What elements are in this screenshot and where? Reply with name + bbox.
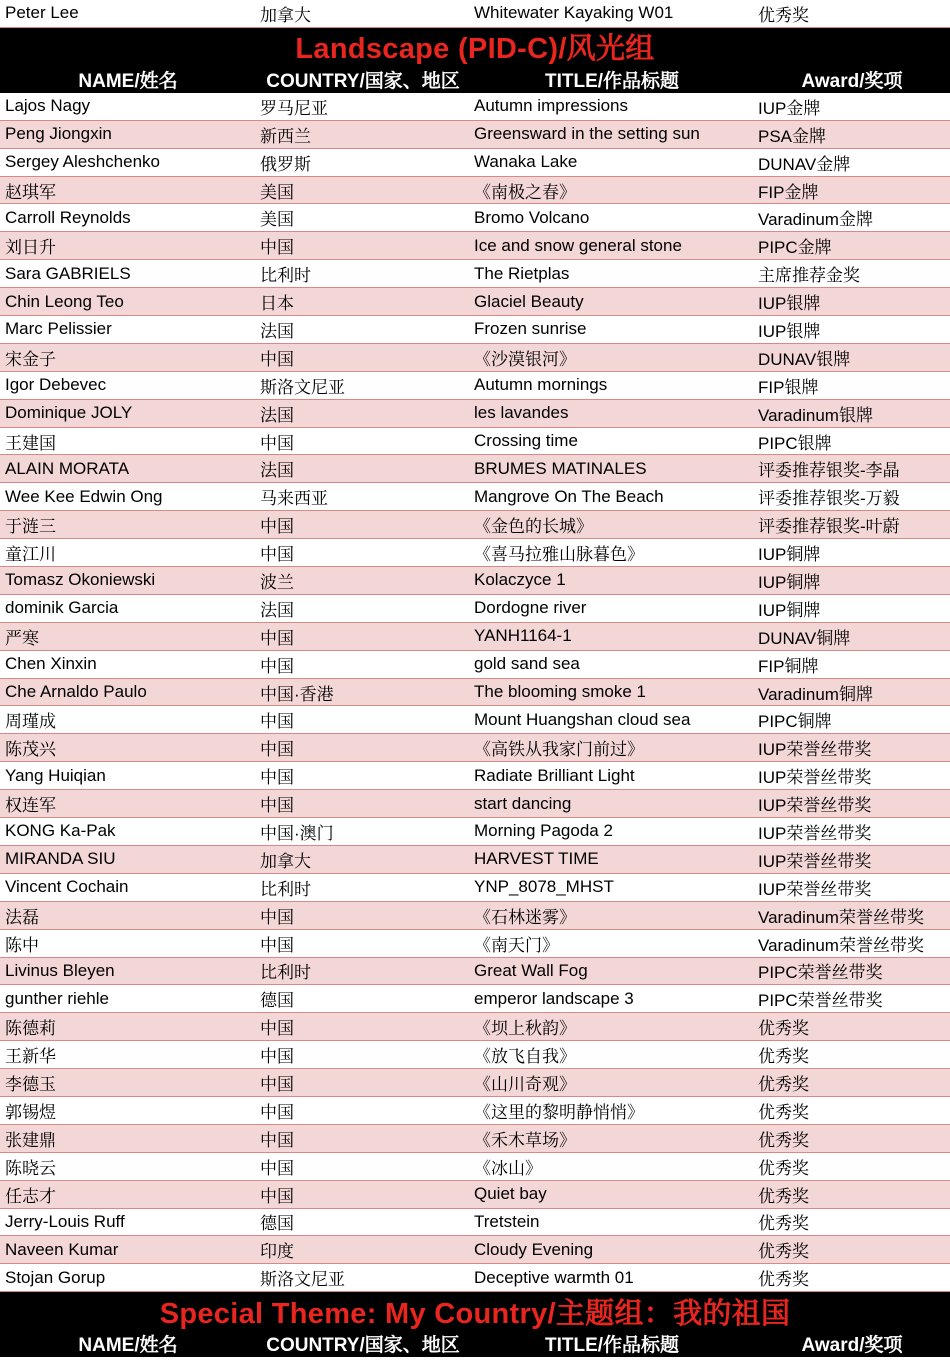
title-cell: BRUMES MATINALES xyxy=(474,458,647,478)
name-cell: 童江川 xyxy=(5,545,56,565)
name-cell: Chen Xinxin xyxy=(5,654,97,674)
name-cell: 法磊 xyxy=(5,907,39,927)
country-cell: 中国·香港 xyxy=(260,684,334,704)
header-award: Award/奖项 xyxy=(801,70,903,92)
country-cell: 德国 xyxy=(260,991,294,1011)
name-cell: gunther riehle xyxy=(5,988,109,1008)
landscape-section-title: Landscape (PID-C)/风光组 xyxy=(0,28,950,66)
country-cell: 中国 xyxy=(260,656,294,676)
country-cell: 印度 xyxy=(260,1242,294,1262)
title-cell: The Rietplas xyxy=(474,263,570,283)
name-cell: Sara GABRIELS xyxy=(5,263,131,283)
title-cell: emperor landscape 3 xyxy=(474,988,634,1008)
name-cell: Livinus Bleyen xyxy=(5,960,115,980)
name-cell: dominik Garcia xyxy=(5,598,119,618)
name-cell: 于涟三 xyxy=(5,517,56,537)
table-row xyxy=(0,734,950,762)
name-cell: MIRANDA SIU xyxy=(5,849,116,869)
table-row xyxy=(0,651,950,679)
award-cell: 优秀奖 xyxy=(758,1102,809,1122)
name-cell: Marc Pelissier xyxy=(5,319,112,339)
award-cell: IUP荣誉丝带奖 xyxy=(758,851,872,871)
table-row xyxy=(0,818,950,846)
award-cell: 主席推荐金奖 xyxy=(758,266,860,286)
title-cell: 《高铁从我家门前过》 xyxy=(474,740,644,760)
title-cell: 《喜马拉雅山脉暮色》 xyxy=(474,545,644,565)
name-cell: Peng Jiongxin xyxy=(5,124,112,144)
award-cell: IUP铜牌 xyxy=(758,572,821,592)
name-cell: 郭锡煜 xyxy=(5,1102,56,1122)
name-cell: 严寒 xyxy=(5,628,39,648)
header-award: Award/奖项 xyxy=(801,1335,903,1357)
table-row xyxy=(0,902,950,930)
award-cell: 评委推荐银奖-叶蔚 xyxy=(758,517,900,537)
title-cell: Mangrove On The Beach xyxy=(474,486,664,506)
table-row xyxy=(0,204,950,232)
country-cell: 中国 xyxy=(260,1019,294,1039)
name-cell: Tomasz Okoniewski xyxy=(5,570,156,590)
award-cell: IUP铜牌 xyxy=(758,600,821,620)
award-cell: 优秀奖 xyxy=(758,1270,809,1290)
award-cell: IUP银牌 xyxy=(758,321,821,341)
name-cell: 任志才 xyxy=(5,1186,56,1206)
award-cell: 评委推荐银奖-李晶 xyxy=(758,461,900,481)
table-row xyxy=(0,874,950,902)
table-row xyxy=(0,846,950,874)
award-cell: 优秀奖 xyxy=(758,1130,809,1150)
country-cell: 中国 xyxy=(260,712,294,732)
country-cell: 中国 xyxy=(260,1186,294,1206)
country-cell: 中国 xyxy=(260,1075,294,1094)
country-cell: 美国 xyxy=(260,210,294,230)
country-cell: 斯洛文尼亚 xyxy=(260,1270,345,1290)
award-cell: Varadinum金牌 xyxy=(758,210,873,230)
award-cell: IUP荣誉丝带奖 xyxy=(758,879,872,899)
table-row xyxy=(0,1236,950,1264)
country-cell: 中国 xyxy=(260,935,294,955)
table-row xyxy=(0,121,950,149)
award-cell: PIPC荣誉丝带奖 xyxy=(758,963,883,983)
name-cell: 宋金子 xyxy=(5,349,56,369)
name-cell: 陈茂兴 xyxy=(5,740,56,760)
country-cell: 中国 xyxy=(260,740,294,760)
award-cell: PSA金牌 xyxy=(758,126,827,146)
table-row xyxy=(0,1097,950,1125)
title-cell: Great Wall Fog xyxy=(474,960,588,980)
name-cell: 王建国 xyxy=(5,433,56,453)
country-cell: 美国 xyxy=(260,182,294,202)
award-cell: IUP荣誉丝带奖 xyxy=(758,768,872,788)
country-cell: 德国 xyxy=(260,1214,294,1234)
table-row xyxy=(0,595,950,623)
country-cell: 比利时 xyxy=(260,266,311,286)
name-cell: 刘日升 xyxy=(5,238,56,258)
award-cell: IUP银牌 xyxy=(758,294,821,314)
table-row xyxy=(0,372,950,400)
award-cell: FIP银牌 xyxy=(758,377,819,397)
table-row xyxy=(0,679,950,707)
country-cell: 法国 xyxy=(260,461,294,481)
title-cell: Greensward in the setting sun xyxy=(474,124,700,144)
title-cell: Frozen sunrise xyxy=(474,319,587,339)
name-cell: Sergey Aleshchenko xyxy=(5,152,160,172)
title-cell: 《金色的长城》 xyxy=(474,517,593,537)
country-cell: 法国 xyxy=(260,321,294,341)
table-row xyxy=(0,428,950,456)
country-cell: 日本 xyxy=(260,294,294,314)
table-row xyxy=(0,232,950,260)
award-cell: PIPC金牌 xyxy=(758,238,832,258)
country-cell: 斯洛文尼亚 xyxy=(260,377,345,397)
country-cell: 比利时 xyxy=(260,879,311,899)
country-cell: 加拿大 xyxy=(260,851,311,871)
award-cell: DUNAV银牌 xyxy=(758,349,851,369)
title-cell: Mount Huangshan cloud sea xyxy=(474,709,691,729)
table-row xyxy=(0,539,950,567)
table-row xyxy=(0,1125,950,1153)
title-cell: 《放飞自我》 xyxy=(474,1047,576,1067)
award-cell: 优秀奖 xyxy=(758,1019,809,1039)
country-cell: 罗马尼亚 xyxy=(260,98,328,118)
award-cell: Varadinum荣誉丝带奖 xyxy=(758,907,924,927)
table-row xyxy=(0,790,950,818)
title-cell: 《沙漠银河》 xyxy=(474,349,576,369)
title-cell: HARVEST TIME xyxy=(474,849,599,869)
title-cell: Wanaka Lake xyxy=(474,152,578,172)
table-row xyxy=(0,177,950,205)
title-cell: start dancing xyxy=(474,793,572,813)
table-row xyxy=(0,930,950,958)
award-cell: Varadinum银牌 xyxy=(758,405,873,425)
special-header-row xyxy=(0,1330,950,1357)
country-cell: 中国 xyxy=(260,628,294,648)
table-row xyxy=(0,1069,950,1097)
table-row xyxy=(0,0,950,28)
title-cell: Glaciel Beauty xyxy=(474,291,584,311)
table-row xyxy=(0,455,950,483)
name-cell: Chin Leong Teo xyxy=(5,291,124,311)
title-cell: 《坝上秋韵》 xyxy=(474,1019,576,1039)
table-row xyxy=(0,706,950,734)
award-cell: DUNAV金牌 xyxy=(758,154,851,174)
award-cell: 优秀奖 xyxy=(758,1242,809,1262)
title-cell: Kolaczyce 1 xyxy=(474,570,566,590)
award-cell: 优秀奖 xyxy=(758,1214,809,1234)
award-cell: FIP铜牌 xyxy=(758,656,819,676)
name-cell: 周瑾成 xyxy=(5,712,56,732)
country-cell: 中国 xyxy=(260,1158,294,1178)
name-cell: 陈晓云 xyxy=(5,1158,56,1178)
name-cell: Wee Kee Edwin Ong xyxy=(5,486,163,506)
name-cell: 张建鼎 xyxy=(5,1130,56,1150)
country-cell: 马来西亚 xyxy=(260,489,328,509)
country-cell: 中国 xyxy=(260,517,294,537)
title-cell: Autumn mornings xyxy=(474,375,608,395)
table-row xyxy=(0,567,950,595)
award-cell: 评委推荐银奖-万毅 xyxy=(758,489,900,509)
name-cell: Jerry-Louis Ruff xyxy=(5,1211,125,1231)
name-cell: Naveen Kumar xyxy=(5,1239,119,1259)
header-title: TITLE/作品标题 xyxy=(544,70,680,92)
header-country: COUNTRY/国家、地区 xyxy=(266,70,460,92)
table-row xyxy=(0,149,950,177)
country-cell: 中国 xyxy=(260,238,294,258)
country-cell: 中国 xyxy=(260,1130,294,1150)
table-row xyxy=(0,316,950,344)
table-row xyxy=(0,1209,950,1237)
header-name: NAME/姓名 xyxy=(78,70,178,92)
title-cell: 《南天门》 xyxy=(474,935,559,955)
title-cell: Cloudy Evening xyxy=(474,1239,594,1259)
table-row xyxy=(0,260,950,288)
name-cell: Stojan Gorup xyxy=(5,1267,106,1287)
header-country: COUNTRY/国家、地区 xyxy=(266,1335,460,1357)
name-cell: Peter Lee xyxy=(5,3,79,23)
award-cell: Varadinum荣誉丝带奖 xyxy=(758,935,924,955)
award-cell: FIP金牌 xyxy=(758,182,819,202)
title-cell: Ice and snow general stone xyxy=(474,235,682,255)
title-cell: The blooming smoke 1 xyxy=(474,682,646,702)
name-cell: 陈中 xyxy=(5,935,39,955)
name-cell: 李德玉 xyxy=(5,1075,56,1094)
name-cell: 王新华 xyxy=(5,1047,56,1067)
title-cell: Quiet bay xyxy=(474,1184,547,1204)
award-cell: PIPC银牌 xyxy=(758,433,832,453)
name-cell: Vincent Cochain xyxy=(5,877,129,897)
country-cell: 中国 xyxy=(260,545,294,565)
title-cell: gold sand sea xyxy=(474,654,580,674)
award-cell: IUP荣誉丝带奖 xyxy=(758,740,872,760)
name-cell: Yang Huiqian xyxy=(5,765,106,785)
award-cell: IUP荣誉丝带奖 xyxy=(758,823,872,843)
name-cell: 权连军 xyxy=(5,796,56,816)
name-cell: 赵琪军 xyxy=(5,182,56,202)
title-cell: 《南极之春》 xyxy=(474,182,576,202)
name-cell: 陈德莉 xyxy=(5,1019,56,1039)
award-cell: 优秀奖 xyxy=(758,1075,809,1094)
landscape-header-row xyxy=(0,66,950,93)
name-cell: ALAIN MORATA xyxy=(5,458,130,478)
country-cell: 中国 xyxy=(260,349,294,369)
country-cell: 俄罗斯 xyxy=(260,154,311,174)
table-row xyxy=(0,623,950,651)
country-cell: 中国 xyxy=(260,1102,294,1122)
landscape-table-body xyxy=(0,93,950,1292)
table-row xyxy=(0,1041,950,1069)
table-row xyxy=(0,1153,950,1181)
name-cell: KONG Ka-Pak xyxy=(5,821,116,841)
title-cell: Bromo Volcano xyxy=(474,207,590,227)
title-cell: 《禾木草场》 xyxy=(474,1130,576,1150)
title-cell: Whitewater Kayaking W01 xyxy=(474,3,674,23)
table-row xyxy=(0,400,950,428)
title-cell: Dordogne river xyxy=(474,598,587,618)
country-cell: 法国 xyxy=(260,405,294,425)
award-cell: PIPC荣誉丝带奖 xyxy=(758,991,883,1011)
title-cell: Morning Pagoda 2 xyxy=(474,821,613,841)
table-row xyxy=(0,344,950,372)
table-row xyxy=(0,958,950,986)
country-cell: 中国 xyxy=(260,907,294,927)
country-cell: 法国 xyxy=(260,600,294,620)
table-row xyxy=(0,93,950,121)
award-cell: IUP荣誉丝带奖 xyxy=(758,796,872,816)
award-cell: PIPC铜牌 xyxy=(758,712,832,732)
title-cell: 《石林迷雾》 xyxy=(474,907,576,927)
title-cell: Deceptive warmth 01 xyxy=(474,1267,634,1287)
title-cell: Autumn impressions xyxy=(474,96,629,116)
country-cell: 中国·澳门 xyxy=(260,823,334,843)
name-cell: Dominique JOLY xyxy=(5,403,133,423)
award-cell: IUP铜牌 xyxy=(758,545,821,565)
table-row xyxy=(0,1013,950,1041)
title-cell: les lavandes xyxy=(474,403,569,423)
table-row xyxy=(0,511,950,539)
country-cell: 中国 xyxy=(260,1047,294,1067)
name-cell: Carroll Reynolds xyxy=(5,207,131,227)
award-cell: 优秀奖 xyxy=(758,1186,809,1206)
award-cell: IUP金牌 xyxy=(758,98,821,118)
table-row xyxy=(0,1181,950,1209)
title-cell: Crossing time xyxy=(474,431,578,451)
table-row xyxy=(0,985,950,1013)
award-cell: 优秀奖 xyxy=(758,5,809,25)
title-cell: 《冰山》 xyxy=(474,1158,542,1178)
country-cell: 波兰 xyxy=(260,572,294,592)
title-cell: 《这里的黎明静悄悄》 xyxy=(474,1102,644,1122)
country-cell: 新西兰 xyxy=(260,126,311,146)
name-cell: Lajos Nagy xyxy=(5,96,91,116)
title-cell: Radiate Brilliant Light xyxy=(474,765,635,785)
title-cell: YANH1164-1 xyxy=(474,626,572,646)
name-cell: Che Arnaldo Paulo xyxy=(5,682,147,702)
title-cell: Tretstein xyxy=(474,1211,540,1231)
award-cell: 优秀奖 xyxy=(758,1158,809,1178)
country-cell: 中国 xyxy=(260,768,294,788)
table-row xyxy=(0,1264,950,1292)
header-name: NAME/姓名 xyxy=(78,1335,178,1357)
country-cell: 中国 xyxy=(260,433,294,453)
table-row xyxy=(0,288,950,316)
header-title: TITLE/作品标题 xyxy=(544,1335,680,1357)
special-section-title: Special Theme: My Country/主题组：我的祖国 xyxy=(0,1292,950,1330)
table-row xyxy=(0,762,950,790)
award-cell: DUNAV铜牌 xyxy=(758,628,851,648)
country-cell: 比利时 xyxy=(260,963,311,983)
name-cell: Igor Debevec xyxy=(5,375,107,395)
title-cell: YNP_8078_MHST xyxy=(474,877,614,897)
country-cell: 中国 xyxy=(260,796,294,816)
table-row xyxy=(0,483,950,511)
country-cell: 加拿大 xyxy=(260,5,311,25)
title-cell: 《山川奇观》 xyxy=(474,1075,576,1094)
award-cell: Varadinum铜牌 xyxy=(758,684,873,704)
award-cell: 优秀奖 xyxy=(758,1047,809,1067)
